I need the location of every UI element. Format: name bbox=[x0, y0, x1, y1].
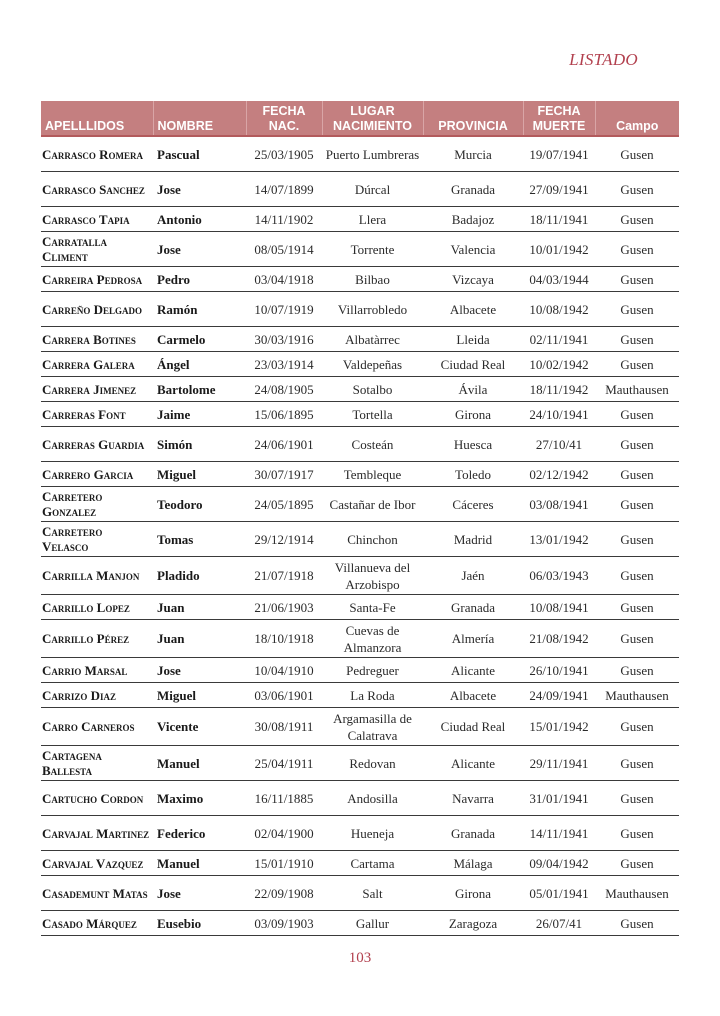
cell-provincia: Zaragoza bbox=[448, 915, 498, 931]
header-campo: Campo bbox=[595, 101, 679, 136]
table-row bbox=[41, 232, 679, 267]
cell-apellidos: Carreño Delgado bbox=[42, 301, 143, 317]
table-row bbox=[41, 781, 679, 816]
cell-provincia: Valencia bbox=[450, 241, 496, 257]
cell-apellidos: Carro Carneros bbox=[42, 719, 135, 734]
cell-fecha-muerte: 18/11/1941 bbox=[529, 211, 589, 227]
cell-fecha-muerte: 10/01/1942 bbox=[529, 241, 589, 257]
cell-lugar-nacimiento: Cartama bbox=[350, 855, 395, 871]
deportees-table bbox=[41, 101, 679, 936]
cell-campo: Gusen bbox=[620, 531, 654, 547]
cell-provincia: Girona bbox=[454, 885, 492, 901]
cell-lugar-nacimiento: Sotalbo bbox=[352, 381, 393, 397]
cell-fecha-muerte: 18/11/1942 bbox=[529, 381, 589, 397]
cell-lugar-nacimiento: Torrente bbox=[350, 241, 395, 257]
table-row bbox=[41, 851, 679, 876]
cell-fecha-nac: 16/11/1885 bbox=[254, 790, 314, 806]
cell-apellidos: Cartagena Ballesta bbox=[42, 748, 102, 778]
cell-fecha-nac: 22/09/1908 bbox=[254, 885, 314, 901]
cell-nombre: Pascual bbox=[157, 146, 200, 162]
cell-campo: Gusen bbox=[620, 181, 654, 197]
cell-nombre: Antonio bbox=[157, 211, 202, 227]
cell-provincia: Jaén bbox=[461, 568, 485, 583]
cell-provincia: Alicante bbox=[450, 662, 496, 678]
cell-apellidos: Carvajal Martinez bbox=[42, 825, 150, 841]
cell-nombre: Ángel bbox=[157, 356, 190, 372]
cell-provincia: Navarra bbox=[452, 790, 494, 806]
cell-lugar-nacimiento: Hueneja bbox=[350, 825, 395, 841]
cell-provincia: Granada bbox=[450, 825, 496, 841]
cell-apellidos: Carrero Garcia bbox=[42, 466, 134, 482]
cell-fecha-muerte: 05/01/1941 bbox=[529, 885, 589, 901]
cell-nombre: Juan bbox=[157, 631, 185, 646]
cell-fecha-muerte: 09/04/1942 bbox=[529, 855, 589, 871]
cell-provincia: Granada bbox=[450, 181, 496, 197]
table-row bbox=[41, 557, 679, 595]
cell-fecha-nac: 02/04/1900 bbox=[254, 825, 314, 841]
cell-provincia: Lleida bbox=[456, 331, 490, 347]
header-fecha-nac: FECHA NAC. bbox=[246, 101, 322, 136]
cell-fecha-muerte: 21/08/1942 bbox=[529, 631, 589, 646]
cell-apellidos: Carretero Velasco bbox=[42, 524, 103, 554]
cell-provincia: Alicante bbox=[450, 755, 496, 771]
cell-fecha-nac: 29/12/1914 bbox=[254, 531, 314, 547]
cell-fecha-nac: 24/08/1905 bbox=[254, 381, 314, 397]
cell-fecha-muerte: 31/01/1941 bbox=[529, 790, 589, 806]
cell-campo: Mauthausen bbox=[605, 885, 669, 901]
cell-provincia: Ciudad Real bbox=[440, 719, 506, 734]
cell-provincia: Ciudad Real bbox=[440, 356, 506, 372]
cell-lugar-nacimiento: Cuevas de Almanzora bbox=[343, 622, 402, 655]
cell-lugar-nacimiento: La Roda bbox=[350, 687, 395, 703]
header-provincia: PROVINCIA bbox=[423, 101, 523, 136]
cell-nombre: Manuel bbox=[157, 755, 200, 771]
cell-campo: Gusen bbox=[620, 719, 654, 734]
cell-fecha-muerte: 29/11/1941 bbox=[529, 755, 589, 771]
cell-nombre: Manuel bbox=[157, 855, 200, 871]
cell-campo: Gusen bbox=[620, 146, 654, 162]
cell-fecha-muerte: 15/01/1942 bbox=[529, 719, 589, 734]
cell-nombre: Bartolome bbox=[157, 381, 216, 397]
cell-fecha-nac: 03/06/1901 bbox=[254, 687, 314, 703]
cell-fecha-nac: 30/08/1911 bbox=[254, 719, 314, 734]
cell-provincia: Albacete bbox=[449, 301, 497, 317]
cell-campo: Gusen bbox=[620, 301, 654, 317]
cell-fecha-nac: 10/07/1919 bbox=[254, 301, 314, 317]
table-row bbox=[41, 658, 679, 683]
cell-fecha-nac: 15/01/1910 bbox=[254, 855, 314, 871]
cell-campo: Gusen bbox=[620, 271, 654, 287]
table-body bbox=[41, 136, 679, 936]
cell-nombre: Jaime bbox=[157, 406, 191, 422]
cell-campo: Gusen bbox=[620, 466, 654, 482]
cell-nombre: Jose bbox=[157, 885, 181, 901]
table-row bbox=[41, 136, 679, 172]
cell-campo: Gusen bbox=[620, 915, 654, 931]
cell-apellidos: Carreras Guardia bbox=[42, 436, 145, 452]
header-row bbox=[41, 101, 679, 136]
cell-provincia: Almería bbox=[451, 631, 495, 646]
cell-fecha-muerte: 27/09/1941 bbox=[529, 181, 589, 197]
cell-fecha-muerte: 10/08/1942 bbox=[529, 301, 589, 317]
table-row bbox=[41, 402, 679, 427]
cell-apellidos: Carretero Gonzalez bbox=[42, 489, 103, 519]
cell-apellidos: Carrillo Pérez bbox=[42, 631, 130, 646]
cell-campo: Gusen bbox=[620, 790, 654, 806]
cell-campo: Gusen bbox=[620, 356, 654, 372]
cell-provincia: Murcia bbox=[454, 146, 492, 162]
cell-fecha-muerte: 24/10/1941 bbox=[529, 406, 589, 422]
cell-fecha-nac: 03/09/1903 bbox=[254, 915, 314, 931]
cell-provincia: Vizcaya bbox=[452, 271, 494, 287]
cell-fecha-nac: 15/06/1895 bbox=[254, 406, 314, 422]
cell-nombre: Simón bbox=[157, 436, 193, 452]
cell-nombre: Miguel bbox=[157, 466, 196, 482]
table-row bbox=[41, 708, 679, 746]
cell-lugar-nacimiento: Argamasilla de Calatrava bbox=[333, 710, 412, 743]
cell-fecha-nac: 21/06/1903 bbox=[254, 599, 314, 615]
cell-fecha-nac: 08/05/1914 bbox=[254, 241, 314, 257]
cell-apellidos: Carrio Marsal bbox=[42, 662, 128, 678]
cell-fecha-muerte: 27/10/41 bbox=[535, 436, 583, 452]
cell-fecha-muerte: 26/10/1941 bbox=[529, 662, 589, 678]
cell-lugar-nacimiento: Pedreguer bbox=[346, 662, 399, 678]
cell-campo: Gusen bbox=[620, 568, 654, 583]
cell-campo: Gusen bbox=[620, 436, 654, 452]
table-row bbox=[41, 377, 679, 402]
table-row bbox=[41, 595, 679, 620]
cell-fecha-nac: 24/05/1895 bbox=[254, 496, 314, 512]
cell-nombre: Miguel bbox=[157, 687, 196, 703]
table-row bbox=[41, 352, 679, 377]
cell-lugar-nacimiento: Chinchon bbox=[347, 531, 398, 547]
running-head-title: LISTADO bbox=[569, 50, 638, 69]
cell-nombre: Jose bbox=[157, 662, 181, 678]
cell-lugar-nacimiento: Salt bbox=[362, 885, 383, 901]
table-row bbox=[41, 683, 679, 708]
cell-campo: Mauthausen bbox=[605, 381, 669, 397]
cell-campo: Gusen bbox=[620, 662, 654, 678]
cell-lugar-nacimiento: Llera bbox=[358, 211, 387, 227]
cell-apellidos: Carreira Pedrosa bbox=[42, 271, 143, 287]
cell-nombre: Pladido bbox=[157, 568, 200, 583]
cell-fecha-nac: 30/03/1916 bbox=[254, 331, 314, 347]
deportees-table-container bbox=[41, 101, 679, 936]
cell-apellidos: Carrillo Lopez bbox=[42, 599, 130, 615]
table-row bbox=[41, 327, 679, 352]
cell-fecha-nac: 24/06/1901 bbox=[254, 436, 314, 452]
cell-provincia: Cáceres bbox=[452, 496, 494, 512]
cell-fecha-nac: 10/04/1910 bbox=[254, 662, 314, 678]
cell-campo: Gusen bbox=[620, 331, 654, 347]
table-row bbox=[41, 746, 679, 781]
table-row bbox=[41, 207, 679, 232]
cell-fecha-nac: 25/03/1905 bbox=[254, 146, 314, 162]
cell-nombre: Jose bbox=[157, 241, 181, 257]
cell-nombre: Teodoro bbox=[157, 496, 203, 512]
cell-provincia: Ávila bbox=[458, 381, 488, 397]
cell-fecha-nac: 30/07/1917 bbox=[254, 466, 314, 482]
header-lugar-nacimiento: LUGAR NACIMIENTO bbox=[322, 101, 423, 136]
cell-apellidos: Carrera Jimenez bbox=[42, 381, 137, 397]
cell-nombre: Carmelo bbox=[157, 331, 206, 347]
cell-fecha-muerte: 19/07/1941 bbox=[529, 146, 589, 162]
cell-nombre: Pedro bbox=[157, 271, 190, 287]
cell-fecha-muerte: 24/09/1941 bbox=[529, 687, 589, 703]
cell-provincia: Madrid bbox=[453, 531, 493, 547]
cell-apellidos: Carrizo Diaz bbox=[42, 687, 117, 703]
cell-fecha-nac: 14/07/1899 bbox=[254, 181, 314, 197]
cell-lugar-nacimiento: Tembleque bbox=[343, 466, 402, 482]
cell-fecha-muerte: 26/07/41 bbox=[535, 915, 583, 931]
cell-nombre: Eusebio bbox=[157, 915, 202, 931]
cell-lugar-nacimiento: Albatàrrec bbox=[345, 331, 400, 347]
cell-lugar-nacimiento: Andosilla bbox=[347, 790, 398, 806]
cell-fecha-muerte: 03/08/1941 bbox=[529, 496, 589, 512]
cell-apellidos: Carrilla Manjon bbox=[42, 568, 140, 583]
cell-fecha-nac: 18/10/1918 bbox=[254, 631, 314, 646]
cell-nombre: Maximo bbox=[157, 790, 204, 806]
cell-fecha-muerte: 10/08/1941 bbox=[529, 599, 589, 615]
cell-apellidos: Casademunt Matas bbox=[42, 885, 148, 901]
cell-lugar-nacimiento: Tortella bbox=[352, 406, 393, 422]
page-number: 103 bbox=[348, 950, 372, 966]
cell-nombre: Ramón bbox=[157, 301, 198, 317]
cell-campo: Gusen bbox=[620, 855, 654, 871]
cell-lugar-nacimiento: Castañar de Ibor bbox=[329, 496, 416, 512]
cell-lugar-nacimiento: Valdepeñas bbox=[342, 356, 403, 372]
cell-apellidos: Carrasco Romera bbox=[42, 146, 144, 162]
cell-campo: Gusen bbox=[620, 631, 654, 646]
cell-apellidos: Cartucho Cordon bbox=[42, 790, 144, 806]
cell-fecha-nac: 14/11/1902 bbox=[254, 211, 314, 227]
cell-lugar-nacimiento: Villanueva del Arzobispo bbox=[334, 559, 411, 592]
cell-provincia: Badajoz bbox=[451, 211, 495, 227]
cell-fecha-muerte: 13/01/1942 bbox=[529, 531, 589, 547]
cell-campo: Gusen bbox=[620, 211, 654, 227]
cell-provincia: Girona bbox=[454, 406, 492, 422]
cell-nombre: Federico bbox=[157, 825, 206, 841]
cell-provincia: Albacete bbox=[449, 687, 497, 703]
cell-fecha-nac: 03/04/1918 bbox=[254, 271, 314, 287]
cell-nombre: Jose bbox=[157, 181, 181, 197]
cell-apellidos: Carrasco Sanchez bbox=[42, 181, 145, 197]
table-row bbox=[41, 522, 679, 557]
cell-lugar-nacimiento: Costeán bbox=[351, 436, 394, 452]
cell-fecha-nac: 21/07/1918 bbox=[254, 568, 314, 583]
cell-nombre: Vicente bbox=[157, 719, 199, 734]
table-row bbox=[41, 172, 679, 207]
table-row bbox=[41, 911, 679, 936]
cell-apellidos: Carreras Font bbox=[42, 406, 126, 422]
cell-fecha-muerte: 10/02/1942 bbox=[529, 356, 589, 372]
cell-fecha-muerte: 14/11/1941 bbox=[529, 825, 589, 841]
table-row bbox=[41, 487, 679, 522]
table-row bbox=[41, 267, 679, 292]
cell-campo: Gusen bbox=[620, 825, 654, 841]
cell-apellidos: Carvajal Vazquez bbox=[42, 855, 144, 871]
cell-lugar-nacimiento: Dúrcal bbox=[354, 181, 391, 197]
table-row bbox=[41, 816, 679, 851]
cell-fecha-nac: 25/04/1911 bbox=[254, 755, 314, 771]
cell-apellidos: Carrera Botines bbox=[42, 331, 136, 347]
cell-campo: Gusen bbox=[620, 406, 654, 422]
cell-lugar-nacimiento: Puerto Lumbreras bbox=[325, 146, 420, 162]
table-row bbox=[41, 876, 679, 911]
cell-lugar-nacimiento: Villarrobledo bbox=[337, 301, 408, 317]
table-header bbox=[41, 101, 679, 136]
cell-apellidos: Carrasco Tapia bbox=[42, 211, 130, 227]
cell-campo: Gusen bbox=[620, 755, 654, 771]
cell-apellidos: Carrera Galera bbox=[42, 356, 135, 372]
table-row bbox=[41, 427, 679, 462]
cell-campo: Gusen bbox=[620, 599, 654, 615]
cell-provincia: Toledo bbox=[455, 466, 491, 482]
cell-lugar-nacimiento: Redovan bbox=[349, 755, 396, 771]
cell-campo: Mauthausen bbox=[605, 687, 669, 703]
header-fecha-muerte: FECHA MUERTE bbox=[523, 101, 595, 136]
cell-lugar-nacimiento: Bilbao bbox=[355, 271, 390, 287]
cell-provincia: Huesca bbox=[453, 436, 493, 452]
cell-apellidos: Carratalla Climent bbox=[42, 234, 108, 264]
cell-lugar-nacimiento: Santa-Fe bbox=[349, 599, 396, 615]
header-nombre: NOMBRE bbox=[153, 101, 246, 136]
cell-provincia: Málaga bbox=[453, 855, 493, 871]
cell-provincia: Granada bbox=[450, 599, 496, 615]
cell-nombre: Juan bbox=[157, 599, 185, 615]
table-row bbox=[41, 620, 679, 658]
cell-fecha-muerte: 02/11/1941 bbox=[529, 331, 589, 347]
table-row bbox=[41, 462, 679, 487]
table-row bbox=[41, 292, 679, 327]
cell-fecha-muerte: 06/03/1943 bbox=[529, 568, 589, 583]
cell-fecha-nac: 23/03/1914 bbox=[254, 356, 314, 372]
cell-fecha-muerte: 02/12/1942 bbox=[529, 466, 589, 482]
cell-apellidos: Casado Márquez bbox=[42, 915, 137, 931]
cell-fecha-muerte: 04/03/1944 bbox=[529, 271, 589, 287]
cell-campo: Gusen bbox=[620, 496, 654, 512]
header-apellidos: APELLLIDOS bbox=[41, 101, 153, 136]
cell-lugar-nacimiento: Gallur bbox=[355, 915, 390, 931]
cell-nombre: Tomas bbox=[157, 531, 194, 547]
cell-campo: Gusen bbox=[620, 241, 654, 257]
